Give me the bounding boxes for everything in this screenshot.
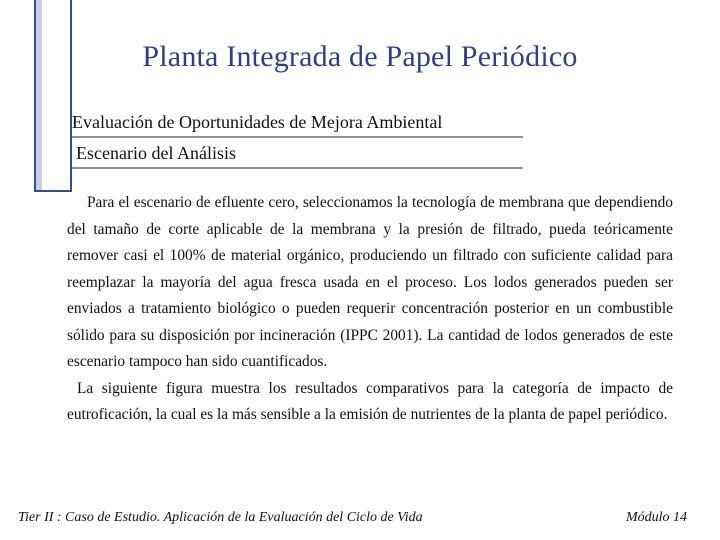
body-paragraph-figure: La siguiente figura muestra los resultados comparativos para la categoría de impacto de eutroficación, la cual es la más sensible a la emisión de nutrientes de la planta de papel periódico. <box>67 379 673 423</box>
side-bar-accent <box>36 0 70 190</box>
footer-course-title: Tier II : Caso de Estudio. Aplicación de la Evaluación del Ciclo de Vida <box>18 510 423 525</box>
slide-title: Planta Integrada de Papel Periódico <box>142 40 578 73</box>
body-paragraph-scenario: Para el escenario de efluente cero, seleccionamos la tecnología de membrana que dependiendo del tamaño de corte aplicable de la membrana y la presión de filtrado, pueda teóricamente remover casi el 100% de material orgánico, produciendo un filtrado con suficiente calidad para reemplazar la mayoría del agua fresca usada en el proceso. Los lodos generados pueden ser enviados a tratamiento biológico o pueden requerir concentración posterior en un combustible sólido para su disposición por incineración (IPPC 2001). La cantidad de lodos generados de este escenario tampoco han sido cuantificados. <box>67 194 673 370</box>
decorative-side-bar <box>34 0 72 192</box>
subtitle-divider-2 <box>72 167 523 169</box>
subtitle-divider-1 <box>72 136 523 138</box>
slide-body <box>67 190 673 429</box>
footer-module-number: Módulo 14 <box>625 510 687 525</box>
slide-subtitle-evaluation: Evaluación de Oportunidades de Mejora Ambiental <box>72 112 443 132</box>
slide-subtitle-scenario: Escenario del Análisis <box>76 143 236 163</box>
